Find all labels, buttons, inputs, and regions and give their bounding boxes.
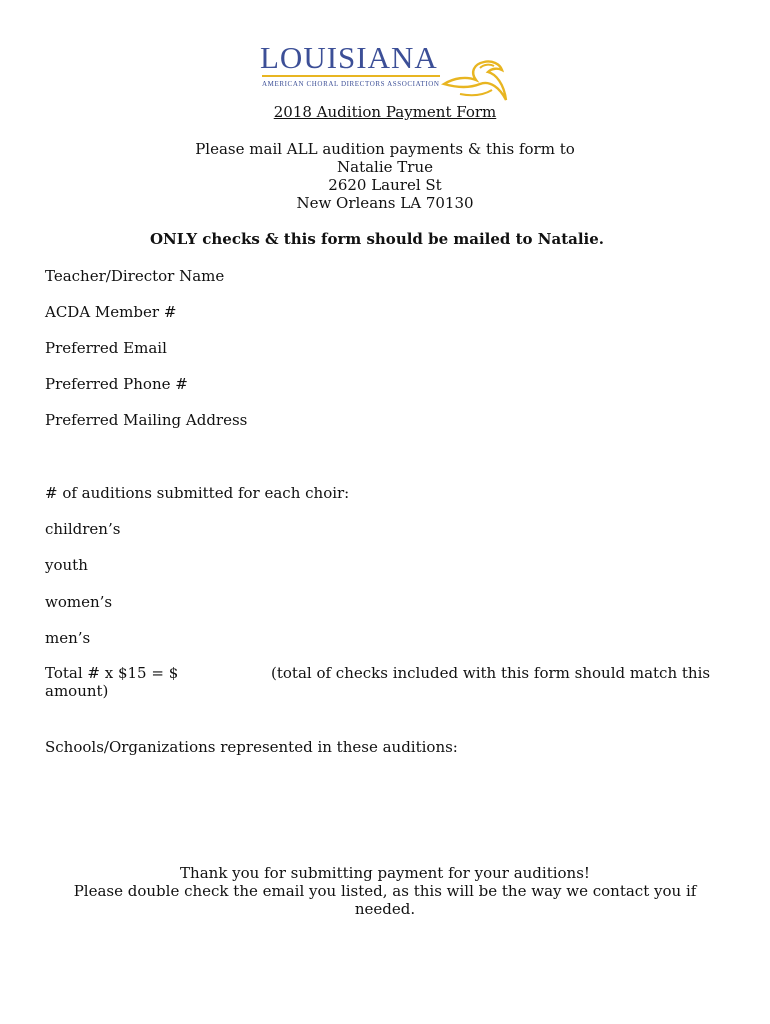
total-note: (total of checks included with this form should match this	[271, 664, 711, 682]
mail-intro: Please mail ALL audition payments & this form to	[195, 140, 575, 158]
logo-subtitle: AMERICAN CHORAL DIRECTORS ASSOCIATION	[262, 80, 440, 88]
mailing-address-field[interactable]: Preferred Mailing Address	[45, 411, 248, 429]
mailing-notice: ONLY checks & this form should be mailed to Natalie.	[149, 230, 605, 248]
acda-logo	[260, 42, 510, 104]
swan-emblem-icon	[440, 54, 510, 106]
schools-field[interactable]: Schools/Organizations represented in these auditions:	[45, 738, 458, 756]
total-line	[45, 664, 725, 700]
womens-count-field[interactable]: women’s	[45, 593, 113, 611]
recipient-street: 2620 Laurel St	[328, 176, 442, 194]
auditions-heading: # of auditions submitted for each choir:	[45, 484, 350, 502]
email-reminder: Please double check the email you listed, as this will be the way we contact you if needed.	[73, 882, 697, 918]
mens-count-field[interactable]: men’s	[45, 629, 91, 647]
phone-field[interactable]: Preferred Phone #	[45, 375, 188, 393]
recipient-name: Natalie True	[337, 158, 433, 176]
total-amount-field[interactable]: Total # x $15 = $	[45, 664, 179, 682]
logo-wordmark: LOUISIANA	[260, 40, 438, 75]
logo-rule	[262, 75, 440, 77]
acda-member-field[interactable]: ACDA Member #	[45, 303, 177, 321]
total-note-continued: amount)	[45, 682, 109, 700]
form-title: 2018 Audition Payment Form	[273, 103, 497, 121]
childrens-count-field[interactable]: children’s	[45, 520, 121, 538]
teacher-name-field[interactable]: Teacher/Director Name	[45, 267, 225, 285]
thank-you-message: Thank you for submitting payment for your auditions!	[180, 864, 590, 882]
mailing-instructions	[0, 140, 770, 212]
youth-count-field[interactable]: youth	[45, 556, 88, 574]
email-field[interactable]: Preferred Email	[45, 339, 167, 357]
recipient-city: New Orleans LA 70130	[296, 194, 474, 212]
